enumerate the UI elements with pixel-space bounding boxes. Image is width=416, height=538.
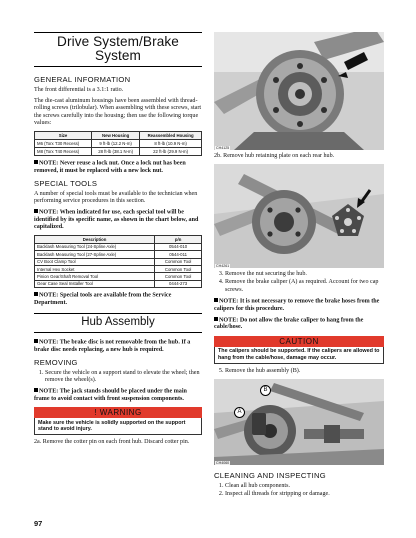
list-item: 3. Remove the nut securing the hub. — [225, 271, 384, 278]
table-cell: 8 ft-lb (10.9 N-m) — [140, 140, 202, 148]
table-cell: Backlash Measuring Tool (27-Spline Axle) — [35, 251, 155, 258]
note-bullet-icon — [34, 388, 38, 392]
table-row — [35, 266, 202, 273]
note-bullet-icon — [214, 298, 218, 302]
note-bullet-icon — [34, 160, 38, 164]
table-row — [35, 148, 202, 156]
note-brake-hoses — [214, 298, 384, 313]
page-number: 97 — [34, 519, 43, 528]
table-cell: Common Tool — [155, 273, 202, 280]
table-cell: 0544-010 — [155, 243, 202, 250]
special-tools-heading: SPECIAL TOOLS — [34, 178, 98, 188]
table-row — [35, 273, 202, 280]
note-service-department-text: NOTE: Special tools are available from the Service Department. — [34, 292, 172, 306]
table-cell: Gear Case Seal Installer Tool — [35, 280, 155, 287]
table-cell: Common Tool — [155, 258, 202, 265]
cleaning-steps — [214, 483, 384, 498]
table-cell: 0544-011 — [155, 251, 202, 258]
table-cell: Internal Hex Socket — [35, 266, 155, 273]
table-cell: Pinion Gear/Shaft Removal Tool — [35, 273, 155, 280]
note-service-department — [34, 292, 202, 307]
paragraph-special-tools: A number of special tools must be available to the technician when performing service procedures in this section. — [34, 190, 198, 205]
figure-id: CH4261 — [216, 264, 230, 269]
hub-assembly-step — [214, 368, 384, 375]
removing-heading: REMOVING — [34, 357, 78, 367]
tools-table-header — [35, 236, 202, 243]
table-cell: Common Tool — [155, 266, 202, 273]
tools-header-pn: p/n — [155, 236, 202, 243]
rear-hub-photo — [214, 32, 384, 150]
note-bullet-icon — [34, 339, 38, 343]
left-column — [34, 32, 202, 451]
callout-b: B — [260, 385, 271, 396]
table-cell: M6 (Torx T30 Recess) — [35, 140, 92, 148]
step-2b: 2b. Remove hub retaining plate on each rear hub. — [214, 153, 335, 159]
note-lock-nut — [34, 160, 202, 175]
torque-header-reassembled: Reassembled Housing — [140, 132, 202, 140]
warning-text: Make sure the vehicle is solidly supported on the support stand to avoid injury. — [34, 418, 202, 435]
cleaning-heading: CLEANING AND INSPECTING — [214, 471, 326, 481]
list-item: 1. Clean all hub components. — [225, 483, 384, 490]
list-item: 5. Remove the hub assembly (B). — [225, 368, 384, 375]
figure-rear-hub-plate — [214, 32, 384, 150]
note-lock-nut-text: NOTE: Never reuse a lock nut. Once a lock nut has been removed, it must be replaced with a new lock nut. — [34, 160, 186, 174]
note-special-tool-names — [34, 209, 202, 231]
warning-icon: ! — [94, 408, 98, 418]
table-cell: 22 ft-lb (29.9 N-m) — [140, 148, 202, 156]
caution-banner: CAUTION — [214, 336, 384, 347]
note-jack-stands-text: NOTE: The jack stands should be placed under the main frame to avoid contact with front suspension components. — [34, 388, 187, 403]
hub-nut-photo — [214, 164, 384, 268]
right-column — [214, 32, 384, 502]
caliper-hub-photo — [214, 379, 384, 465]
note-bullet-icon — [34, 292, 38, 296]
figure-hub-nut — [214, 164, 384, 268]
table-cell: Backlash Measuring Tool (24-Spline Axle) — [35, 243, 155, 250]
list-item: 4. Remove the brake caliper (A) as required. Account for two cap screws. — [225, 279, 384, 293]
torque-table-header — [35, 132, 202, 140]
table-row — [35, 280, 202, 287]
callout-a: A — [234, 407, 245, 418]
torque-table — [34, 131, 202, 156]
table-cell: CV Boot Clamp Tool — [35, 258, 155, 265]
table-row — [35, 251, 202, 258]
list-item: 2. Inspect all threads for stripping or damage. — [225, 491, 384, 498]
table-cell: 28 ft-lb (38.1 N-m) — [92, 148, 140, 156]
paragraph-ratio: The front differential is a 3.1:1 ratio. — [34, 87, 124, 93]
note-caliper-hang-text: NOTE: Do not allow the brake caliper to hang from the cable/hose. — [214, 317, 364, 331]
hub-assembly-title: Hub Assembly — [81, 316, 155, 329]
caution-text: The calipers should be supported. If the calipers are allowed to hang from the cable/hose, damage may occur. — [214, 347, 384, 364]
table-cell: 9 ft-lb (12.2 N-m) — [92, 140, 140, 148]
figure-id: CH4125 — [216, 146, 230, 150]
paragraph-housings: The die-cast aluminum housings have been assembled with thread-rolling screws (trilobular). When assembling with these screws, start the screws carefully into the housing; then use the following torque values: — [34, 98, 202, 126]
step-2a: 2a. Remove the cotter pin on each front hub. Discard cotter pin. — [34, 439, 190, 446]
tools-header-description: Description — [35, 236, 155, 243]
table-cell: 0444-273 — [155, 280, 202, 287]
table-row — [35, 258, 202, 265]
note-brake-disc — [34, 339, 202, 354]
torque-header-size: Size — [35, 132, 92, 140]
special-tools-table — [34, 235, 202, 288]
general-info-heading: GENERAL INFORMATION — [34, 75, 131, 84]
table-row — [35, 140, 202, 148]
torque-header-new: New Housing — [92, 132, 140, 140]
removing-steps — [34, 370, 202, 384]
chapter-title: Drive System/Brake System — [57, 34, 179, 63]
table-cell: M8 (Torx T40 Recess) — [35, 148, 92, 156]
note-caliper-hang — [214, 317, 384, 332]
note-bullet-icon — [214, 317, 218, 321]
note-special-tool-names-text: NOTE: When indicated for use, each special tool will be identified by its specific name, as shown in the chart below, and capitalized. — [34, 209, 199, 231]
figure-caliper-hub — [214, 379, 384, 465]
hub-assembly-header — [34, 313, 202, 333]
figure-id: CH4060 — [216, 461, 230, 466]
note-brake-disc-text: NOTE: The brake disc is not removable from the hub. If a brake disc needs replacing, a new hub is required. — [34, 339, 191, 353]
note-jack-stands — [34, 388, 202, 403]
list-item: 1. Secure the vehicle on a support stand to elevate the wheel; then remove the wheel(s). — [45, 370, 202, 384]
note-bullet-icon — [34, 209, 38, 213]
warning-label: WARNING — [99, 408, 142, 418]
hub-removal-steps — [214, 271, 384, 294]
note-brake-hoses-text: NOTE: It is not necessary to remove the brake hoses from the calipers for this procedure. — [214, 298, 380, 312]
chapter-header — [34, 32, 202, 67]
table-row — [35, 243, 202, 250]
warning-banner — [34, 407, 202, 418]
